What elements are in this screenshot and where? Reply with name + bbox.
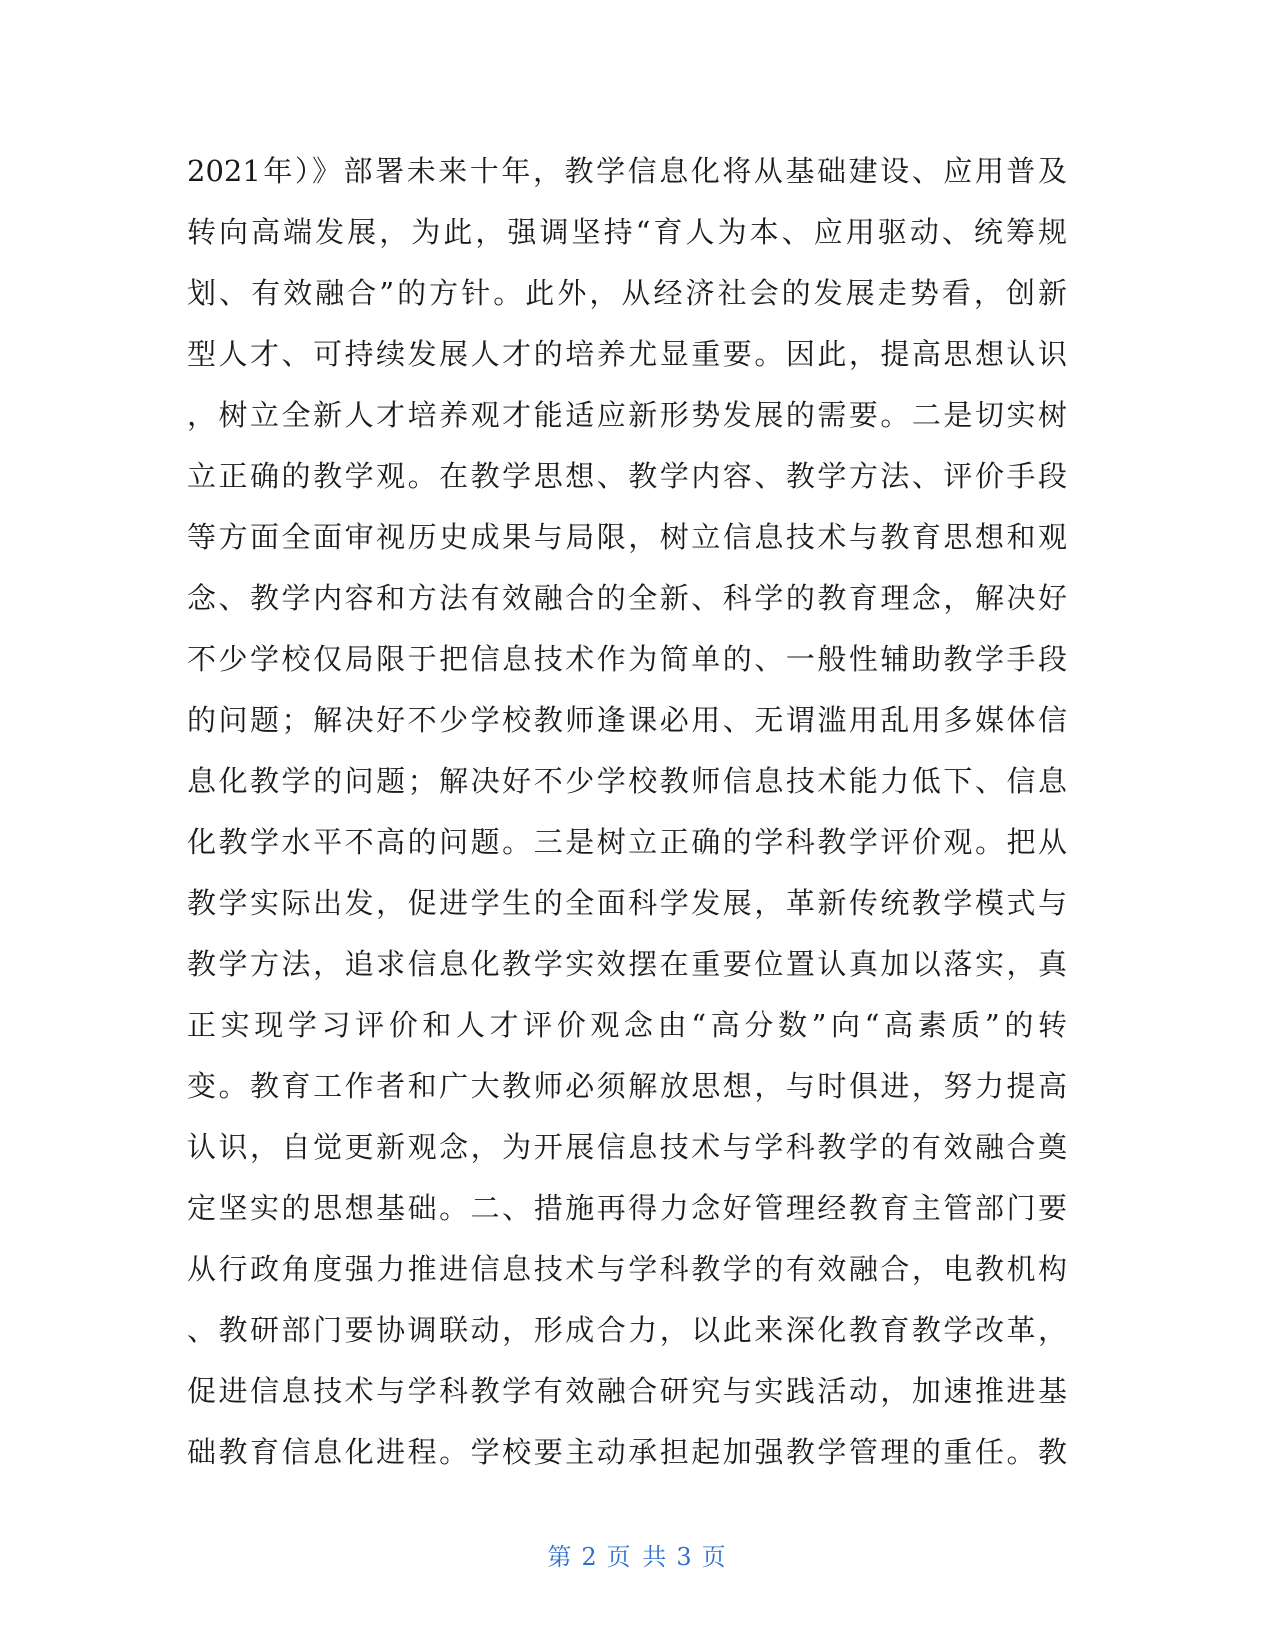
text-line: 化教学水平不高的问题。三是树立正确的学科教学评价观。把从	[187, 825, 1067, 859]
text-line: 、教研部门要协调联动，形成合力，以此来深化教育教学改革，	[187, 1313, 1067, 1347]
text-line: ，树立全新人才培养观才能适应新形势发展的需要。二是切实树	[187, 398, 1067, 432]
text-line: 正实现学习评价和人才评价观念由“高分数”向“高素质”的转	[187, 1008, 1067, 1042]
text-line: 不少学校仅局限于把信息技术作为简单的、一般性辅助教学手段	[187, 642, 1067, 676]
text-line: 转向高端发展，为此，强调坚持“育人为本、应用驱动、统筹规	[187, 215, 1067, 249]
text-line: 从行政角度强力推进信息技术与学科教学的有效融合，电教机构	[187, 1252, 1067, 1286]
text-line: 划、有效融合”的方针。此外，从经济社会的发展走势看，创新	[187, 276, 1067, 310]
footer-middle: 页 共	[606, 1543, 669, 1571]
footer-suffix: 页	[701, 1543, 728, 1571]
text-line: 促进信息技术与学科教学有效融合研究与实践活动，加速推进基	[187, 1374, 1067, 1408]
text-line: 型人才、可持续发展人才的培养尤显重要。因此，提高思想认识	[187, 337, 1067, 371]
page-footer	[0, 1537, 1275, 1572]
current-page-number: 2	[581, 1543, 599, 1571]
text-line: 念、教学内容和方法有效融合的全新、科学的教育理念，解决好	[187, 581, 1067, 615]
text-line: 立正确的教学观。在教学思想、教学内容、教学方法、评价手段	[187, 459, 1067, 493]
total-page-number: 3	[676, 1543, 694, 1571]
text-line: 础教育信息化进程。学校要主动承担起加强教学管理的重任。教	[187, 1435, 1067, 1469]
footer-prefix: 第	[547, 1543, 574, 1571]
text-line: 教学实际出发，促进学生的全面科学发展，革新传统教学模式与	[187, 886, 1067, 920]
text-line: 变。教育工作者和广大教师必须解放思想，与时俱进，努力提高	[187, 1069, 1067, 1103]
text-line: 等方面全面审视历史成果与局限，树立信息技术与教育思想和观	[187, 520, 1067, 554]
text-line: 认识，自觉更新观念，为开展信息技术与学科教学的有效融合奠	[187, 1130, 1067, 1164]
body-text	[187, 148, 1067, 1490]
text-line: 教学方法，追求信息化教学实效摆在重要位置认真加以落实，真	[187, 947, 1067, 981]
text-line: 的问题；解决好不少学校教师逢课必用、无谓滥用乱用多媒体信	[187, 703, 1067, 737]
text-line: 2021年）》部署未来十年，教学信息化将从基础建设、应用普及	[187, 154, 1067, 188]
text-line: 息化教学的问题；解决好不少学校教师信息技术能力低下、信息	[187, 764, 1067, 798]
text-line: 定坚实的思想基础。二、措施再得力念好管理经教育主管部门要	[187, 1191, 1067, 1225]
